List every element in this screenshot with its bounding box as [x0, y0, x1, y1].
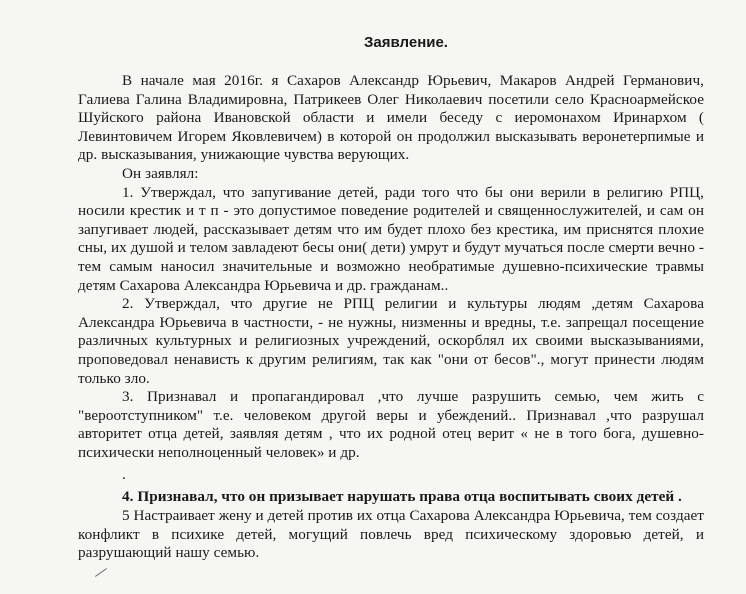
paragraph-item-5: 5 Настраивает жену и детей против их отца Сахарова Александра Юрьевича, тем создает конфликт в психике детей, могущий повлечь вред психическому здоровью детей, и разрушающий нашу семью.: [78, 507, 704, 562]
paragraph-intro: В начале мая 2016г. я Сахаров Александр Юрьевич, Макаров Андрей Германович, Галиева Галина Владимировна, Патрикеев Олег Николаевич посетили село Красноармейское Шуйского района Ивановской области и имели беседу с иеромонахом Иринархом ( Левинтовичем Игорем Яковлевичем) в которой он продолжил высказывать веронетерпимые и др. высказывания, унижающие чувства верующих.: [78, 72, 704, 164]
paragraph-said: Он заявлял:: [122, 164, 199, 182]
paragraph-item-3: 3. Признавал и пропагандировал ,что лучше разрушить семью, чем жить с "вероотступником" т.е. человеком другой веры и убеждений.. Признавал ,что разрушал авторитет отца детей, заявляя детям , что их родной отец верит « не в того бога, душевно-психически неполноценный человек» и др.: [78, 388, 704, 461]
paragraph-item-2: 2. Утверждал, что другие не РПЦ религии и культуры людям ,детям Сахарова Александра Юрьевича в частности, - не нужны, низменны и вредны, т.е. запрещал посещение различных культурных и религиозных учреждений, оскорблял их своими высказываниями, проповедовал ненависть к другим религиям, так как "они от бесов"., могут принести людям только зло.: [78, 295, 704, 387]
paragraph-item-4: 4. Признавал, что он призывает нарушать права отца воспитывать своих детей .: [122, 488, 682, 506]
pen-mark: [95, 568, 107, 577]
paragraph-item-1: 1. Утверждал, что запугивание детей, ради того что бы они верили в религию РПЦ, носили крестик и т п - это допустимое поведение родителей и священнослужителей, и сам он запугивает людей, рассказывает детям что им будет плохо без крестика, им приснятся плохие сны, их душой и телом завладеют бесы они( дети) умрут и будут мучаться после смерти вечно - тем самым наносил значительные и возможно необратимые душевно-психические травмы детям Сахарова Александра Юрьевича и др. гражданам..: [78, 183, 704, 294]
document-body: [78, 72, 704, 563]
document-title: Заявление.: [364, 34, 448, 51]
paragraph-dot: .: [122, 466, 126, 484]
